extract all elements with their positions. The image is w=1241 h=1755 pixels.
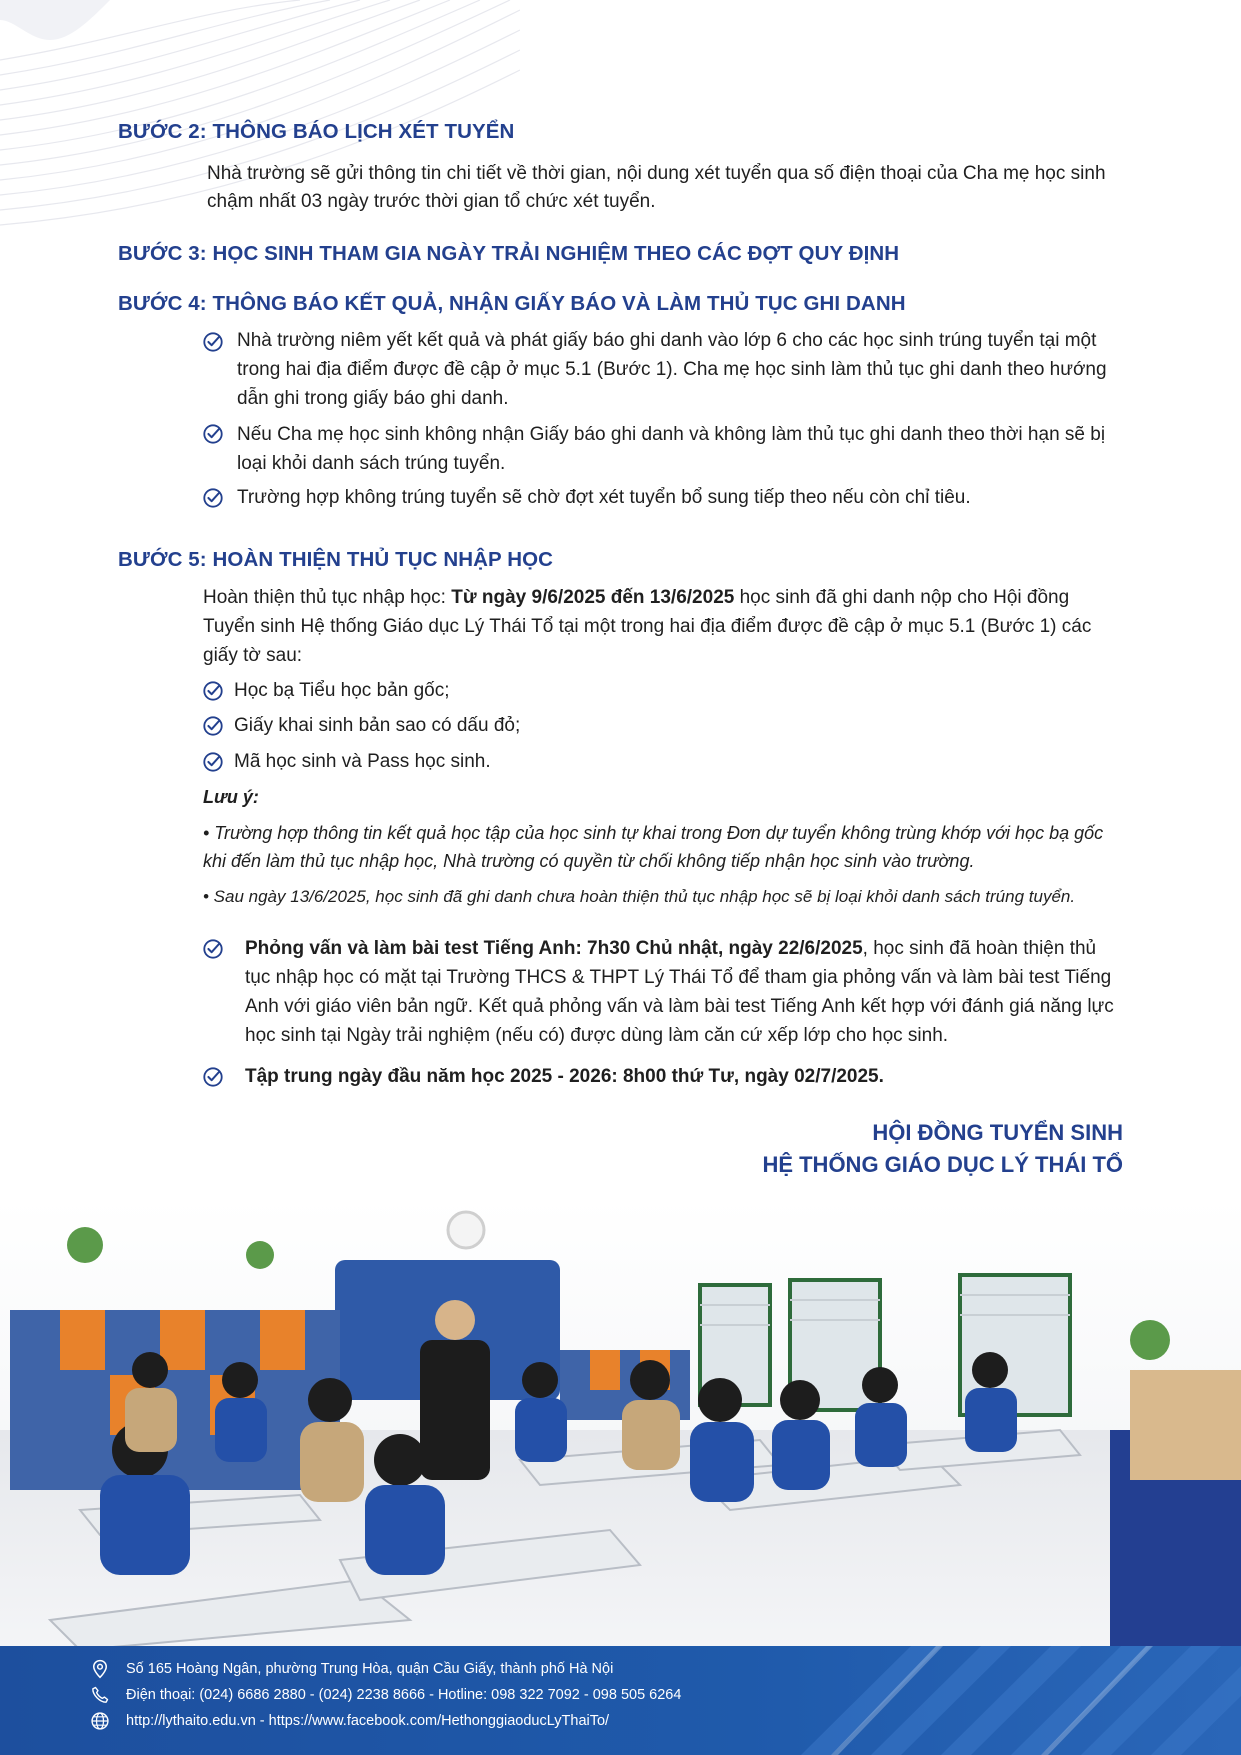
- check-circle-icon: [202, 938, 224, 960]
- check-circle-icon: [202, 751, 224, 773]
- check-circle-icon: [202, 487, 224, 509]
- note-1: • Trường hợp thông tin kết quả học tập của học sinh tự khai trong Đơn dự tuyển không trùng khớp với học bạ gốc khi đến làm thủ tục nhập học, Nhà trường có quyền từ chối không tiếp nhận học sinh vào trường.: [203, 823, 1104, 871]
- intro-prefix: Hoàn thiện thủ tục nhập học:: [203, 587, 452, 608]
- note-label: Lưu ý:: [203, 787, 259, 807]
- step4-heading: BƯỚC 4: THÔNG BÁO KẾT QUẢ, NHẬN GIẤY BÁO VÀ LÀM THỦ TỤC GHI DANH: [118, 292, 906, 315]
- step4-item-2: Nếu Cha mẹ học sinh không nhận Giấy báo ghi danh và không làm thủ tục ghi danh theo thời hạn sẽ bị loại khỏi danh sách trúng tuyển.: [237, 424, 1106, 474]
- step4-item-3: Trường hợp không trúng tuyển sẽ chờ đợt xét tuyển bổ sung tiếp theo nếu còn chỉ tiêu.: [237, 487, 971, 508]
- check-circle-icon: [202, 680, 224, 702]
- doc-item-1: Học bạ Tiểu học bản gốc;: [234, 680, 450, 701]
- footer-web-row: [90, 1711, 609, 1731]
- footer-stripes: [681, 1646, 1241, 1755]
- doc-item-2: Giấy khai sinh bản sao có dấu đỏ;: [234, 715, 521, 736]
- globe-icon: [90, 1711, 110, 1731]
- classroom-photo: [0, 1200, 1241, 1650]
- footer-web-links[interactable]: http://lythaito.edu.vn - https://www.facebook.com/HethonggiaoducLyThaiTo/: [126, 1713, 610, 1729]
- check-circle-icon: [202, 715, 224, 737]
- step3-heading: BƯỚC 3: HỌC SINH THAM GIA NGÀY TRẢI NGHIỆM THEO CÁC ĐỢT QUY ĐỊNH: [118, 242, 900, 265]
- first-day-item: Tập trung ngày đầu năm học 2025 - 2026: 8h00 thứ Tư, ngày 02/7/2025.: [245, 1066, 884, 1087]
- check-circle-icon: [202, 331, 224, 353]
- intro-suffix: học sinh đã ghi danh nộp cho Hội đồng Tuyển sinh Hệ thống Giáo dục Lý Thái Tổ tại một trong hai địa điểm được đề cập ở mục 5.1 (Bước 1) các giấy tờ sau:: [203, 587, 1092, 666]
- footer-address: Số 165 Hoàng Ngân, phường Trung Hòa, quận Cầu Giấy, thành phố Hà Nội: [126, 1661, 614, 1677]
- interview-item: [245, 934, 1123, 1050]
- check-circle-icon: [202, 1066, 224, 1088]
- doc-item-3: Mã học sinh và Pass học sinh.: [234, 751, 491, 772]
- signature-line-2: HỆ THỐNG GIÁO DỤC LÝ THÁI TỔ: [762, 1152, 1123, 1177]
- phone-icon: [90, 1685, 110, 1705]
- step4-item-1: Nhà trường niêm yết kết quả và phát giấy báo ghi danh vào lớp 6 cho các học sinh trúng tuyển tại một trong hai địa điểm được đề cập ở mục 5.1 (Bước 1). Cha mẹ học sinh làm thủ tục ghi danh theo hướng dẫn ghi trong giấy báo ghi danh.: [237, 330, 1107, 409]
- step2-body: Nhà trường sẽ gửi thông tin chi tiết về thời gian, nội dung xét tuyển qua số điện thoại của Cha mẹ học sinh chậm nhất 03 ngày trước thời gian tổ chức xét tuyển.: [207, 163, 1106, 212]
- note-2: • Sau ngày 13/6/2025, học sinh đã ghi danh chưa hoàn thiện thủ tục nhập học sẽ bị loại khỏi danh sách trúng tuyển.: [203, 887, 1076, 906]
- step5-heading: BƯỚC 5: HOÀN THIỆN THỦ TỤC NHẬP HỌC: [118, 548, 554, 571]
- signature-line-1: HỘI ĐỒNG TUYỂN SINH: [872, 1120, 1123, 1145]
- step5-intro: [203, 583, 1123, 670]
- location-pin-icon: [90, 1659, 110, 1679]
- footer-phone: Điện thoại: (024) 6686 2880 - (024) 2238 8666 - Hotline: 098 322 7092 - 098 505 6264: [126, 1687, 682, 1703]
- interview-details: , học sinh đã hoàn thiện thủ tục nhập học có mặt tại Trường THCS & THPT Lý Thái Tổ để tham gia phỏng vấn và làm bài test Tiếng Anh với giáo viên bản ngữ. Kết quả phỏng vấn và làm bài test Tiếng Anh kết hợp với đánh giá năng lực học sinh tại Ngày trải nghiệm (nếu có) được dùng làm căn cứ xếp lớp cho học sinh.: [245, 938, 1114, 1046]
- interview-date: Phỏng vấn và làm bài test Tiếng Anh: 7h30 Chủ nhật, ngày 22/6/2025: [245, 938, 863, 959]
- footer-address-row: [90, 1659, 613, 1679]
- footer-phone-row: [90, 1685, 681, 1705]
- check-circle-icon: [202, 423, 224, 445]
- step2-heading: BƯỚC 2: THÔNG BÁO LỊCH XÉT TUYỂN: [118, 120, 515, 143]
- footer: [0, 1646, 1241, 1755]
- intro-date-range: Từ ngày 9/6/2025 đến 13/6/2025: [451, 587, 735, 608]
